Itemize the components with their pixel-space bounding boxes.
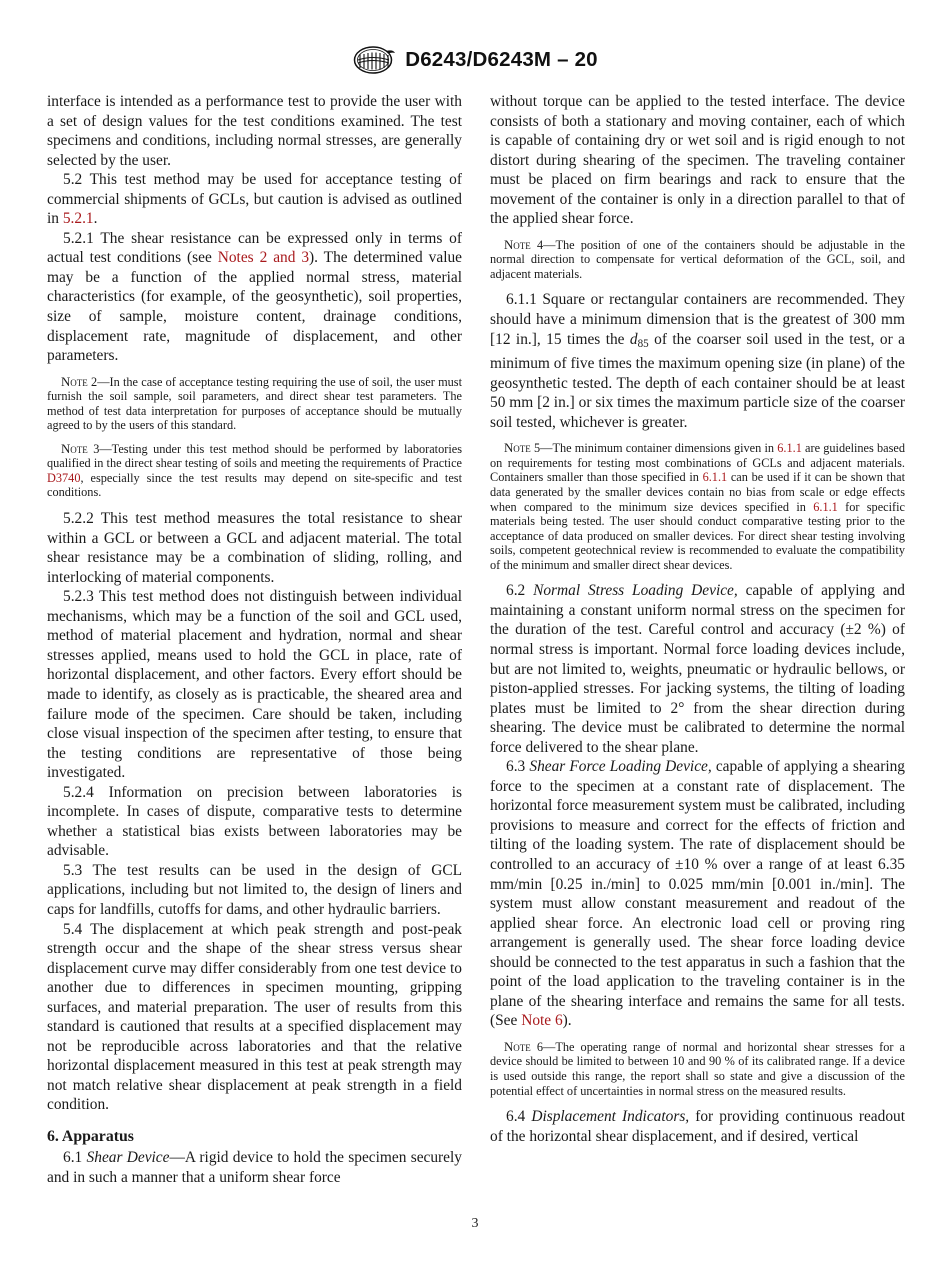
term-normal-stress-loading-device: Normal Stress Loading Device, xyxy=(533,582,738,600)
note-label: Note xyxy=(504,1039,531,1054)
page-header xyxy=(0,42,950,78)
section-heading-6: 6. Apparatus xyxy=(47,1127,134,1145)
text-run: 6.1.1 Square or rectangular containers are recommended. They should have a minimum dimension that is the greatest of 300 mm [12 in.], 15 times the xyxy=(490,291,905,348)
paragraph-5-2-3: 5.2.3 This test method does not distinguish between individual mechanisms, which may be a function of the soil and GCL used, method of material placement and hydration, normal and shear stresses applied, means used to hold the GCL in place, rate of horizontal displacement, and other factors. Every effort should be made to identify, as closely as is practicable, the sheared area and failure mode of the specimen. Care should be taken, including close visual inspection of the specimen after testing, to ensure that the testing conditions are representative of those being investigated. xyxy=(47,588,462,782)
text-run: —The position of one of the containers should be adjustable in the normal direction to compensate for vertical deformation of the GCL, soil, and adjacent materials. xyxy=(490,237,905,281)
note-4 xyxy=(490,238,905,282)
term-shear-force-loading-device: Shear Force Loading Device, xyxy=(529,758,712,776)
page-number: 3 xyxy=(471,1216,479,1231)
text-run: ). xyxy=(562,1012,572,1030)
text-run: —In the case of acceptance testing requiring the use of soil, the user must furnish the soil sample, soil parameters, and direct shear test parameters. The method of test data interpretation for purposes of acceptance should be mutually agreed to by the users of this standard. xyxy=(47,374,462,433)
text-run: capable of applying and maintaining a constant uniform normal stress on the specimen for the duration of the test. Careful control and accuracy (±2 %) of normal stress is important. Normal force loading devices include, but are not limited to, weights, pneumatic or hydraulic bellows, or piston-applied stresses. For jacking systems, the tilting of loading plates must be limited to 2° from the shear direction during shearing. The device must be calibrated to determine the normal force delivered to the shear plane. xyxy=(490,582,905,756)
cross-reference-6-1-1[interactable]: 6.1.1 xyxy=(813,499,838,514)
cross-reference-6-1-1[interactable]: 6.1.1 xyxy=(702,470,728,485)
paragraph-5-2-4: 5.2.4 Information on precision between laboratories is incomplete. In cases of dispute, comparative tests to determine whether a statistical bias exists between laboratories may be advisable. xyxy=(47,783,462,860)
text-run: can be used if it can be shown that data generated by the smaller devices contain no bias from scale or edge effects when compared to the minimum size devices specified in xyxy=(490,470,905,514)
left-column xyxy=(47,92,462,1212)
note-label: Note xyxy=(504,237,531,252)
paragraph-6-1 xyxy=(47,1148,462,1187)
text-run: 5.2.1 The shear resistance can be expressed only in terms of actual test conditions (see xyxy=(47,229,462,267)
term-displacement-indicators: Displacement Indicators, xyxy=(531,1108,690,1126)
note-5 xyxy=(490,441,905,572)
variable-d: d xyxy=(629,330,638,348)
clause-number: 6.3 xyxy=(506,758,530,776)
clause-number: 6.4 xyxy=(506,1108,532,1126)
text-run: —The minimum container dimensions given in xyxy=(540,441,778,456)
paragraph-5-4: 5.4 The displacement at which peak strength and post-peak strength occur and the shape of the shear stress versus shear displacement curve may differ considerably from one test device to another due to differences in specimen mounting, gripping surfaces, and material preparation. The user of results from this standard is cautioned that results at a specified displacement may not be reproducible across laboratories and that the relative horizontal displacement measured in this test at peak strength may not match relative shear displacement at peak strength in a field condition. xyxy=(47,920,462,1114)
text-run: ). The determined value may be a function of the applied normal stress, material characteristics (for example, of the geosynthetic), soil properties, size of sample, moisture content, drainage conditions, displacement rate, magnitude of displacement, and other parameters. xyxy=(47,249,463,365)
note-2 xyxy=(47,375,462,433)
document-title: D6243/D6243M – 20 xyxy=(405,48,598,71)
paragraph-continued: without torque can be applied to the tested interface. The device consists of both a stationary and moving container, each of which is capable of containing dry or wet soil and is rigid enough to not distort during shearing of the specimen. The traveling container must be placed on firm bearings and rack to ensure that the movement of the container is only in a direction parallel to that of the applied shear force. xyxy=(490,93,905,228)
text-run: capable of applying a shearing force to the specimen at a constant rate of displacement. The horizontal force measurement system must be calibrated, including provisions to measure and correct for the effects of friction and tilting of the loading system. The rate of displacement should be controlled to an accuracy of ±10 % over a range of at least 6.35 mm/min [0.25 in./min] to 0.025 mm/min [0.001 in./min]. The system must allow constant measurement and readout of the applied shear force. An electronic load cell or proving ring arrangement is generally used. The shear force loading device should be connected to the test apparatus in such a fashion that the point of the load application to the traveling container is in the plane of the shearing interface and remains the same for all tests. (See xyxy=(490,758,905,1030)
right-column xyxy=(490,92,905,1212)
paragraph-6-4 xyxy=(490,1107,905,1146)
note-number: 5 xyxy=(530,441,541,456)
cross-reference-notes-2-3[interactable]: Notes 2 and 3 xyxy=(217,249,310,267)
clause-number: 6.1 xyxy=(63,1149,87,1167)
note-number: 3 xyxy=(87,441,100,456)
text-run: —A rigid device to hold the specimen securely and in such a manner that a uniform shear force xyxy=(47,1149,462,1187)
note-number: 4 xyxy=(530,237,544,252)
text-run: —The operating range of normal and horizontal shear stresses for a device should be limited to between 10 and 90 % of its calibrated range. If a device is used outside this range, the report shall so state and give a discussion of the potential effect of uncertainties in normal stress on the measured results. xyxy=(490,1039,905,1098)
paragraph-6-1-1 xyxy=(490,290,905,432)
paragraph-5-2-1 xyxy=(47,229,462,366)
cross-reference-6-1-1[interactable]: 6.1.1 xyxy=(777,441,802,456)
subscript-85: 85 xyxy=(637,337,649,350)
term-shear-device: Shear Device xyxy=(86,1149,170,1167)
text-run: for specific materials being tested. The user should conduct comparative testing prior to the acceptance of data produced on smaller devices. For direct shear testing involving soils, competent geotechnical review is recommended to evaluate the compatibility of the minimum and smaller direct shear devices. xyxy=(490,499,905,572)
note-label: Note xyxy=(61,374,88,389)
note-6 xyxy=(490,1040,905,1098)
paragraph-5-2 xyxy=(47,170,462,229)
paragraph-6-2 xyxy=(490,581,905,757)
note-label: Note xyxy=(61,441,88,456)
paragraph-6-3 xyxy=(490,757,905,1031)
astm-logo-icon xyxy=(352,45,396,75)
two-column-body xyxy=(47,92,905,1212)
cross-reference-note-6[interactable]: Note 6 xyxy=(521,1012,563,1030)
paragraph-5-3: 5.3 The test results can be used in the design of GCL applications, including but not limited to, the design of liners and caps for landfills, cutoffs for dams, and other hydraulic barriers. xyxy=(47,861,462,918)
paragraph-continued: interface is intended as a performance test to provide the user with a set of design values for the test conditions examined. The test specimens and conditions, including normal stresses, are generally selected by the user. xyxy=(47,93,462,169)
text-run: 5.2 This test method may be used for acceptance testing of commercial shipments of GCLs, but caution is advised as outlined in xyxy=(47,171,462,228)
text-run: . xyxy=(93,210,98,228)
clause-number: 6.2 xyxy=(506,582,534,600)
cross-reference-d3740[interactable]: D3740 xyxy=(47,470,81,485)
text-run: are guidelines based on requirements for testing most combinations of GCLs and adjacent materials. Containers smaller than those specified in xyxy=(490,441,905,485)
text-run: for providing continuous readout of the horizontal shear displacement, and if desired, vertical xyxy=(490,1108,905,1145)
note-3 xyxy=(47,442,462,500)
paragraph-5-2-2: 5.2.2 This test method measures the total resistance to shear within a GCL or between a GCL and adjacent material. The total shear resistance may be a combination of sliding, rolling, and interlocking of material components. xyxy=(47,510,462,586)
note-number: 2 xyxy=(87,374,98,389)
note-number: 6 xyxy=(530,1039,544,1054)
text-run: —Testing under this test method should be performed by laboratories qualified in the direct shear testing of soils and meeting the requirements of Practice xyxy=(47,441,462,471)
page-footer xyxy=(0,1216,950,1232)
text-run: , especially since the test results may depend on site-specific and test conditions. xyxy=(47,470,462,500)
note-label: Note xyxy=(504,441,531,456)
text-run: of the coarser soil used in the test, or a minimum of five times the maximum opening size (in plane) of the geosynthetic tested. The depth of each container should be at least 50 mm [2 in.] or six times the maximum particle size of the coarser soil tested, whichever is greater. xyxy=(490,330,905,431)
cross-reference-5-2-1[interactable]: 5.2.1 xyxy=(62,210,94,228)
